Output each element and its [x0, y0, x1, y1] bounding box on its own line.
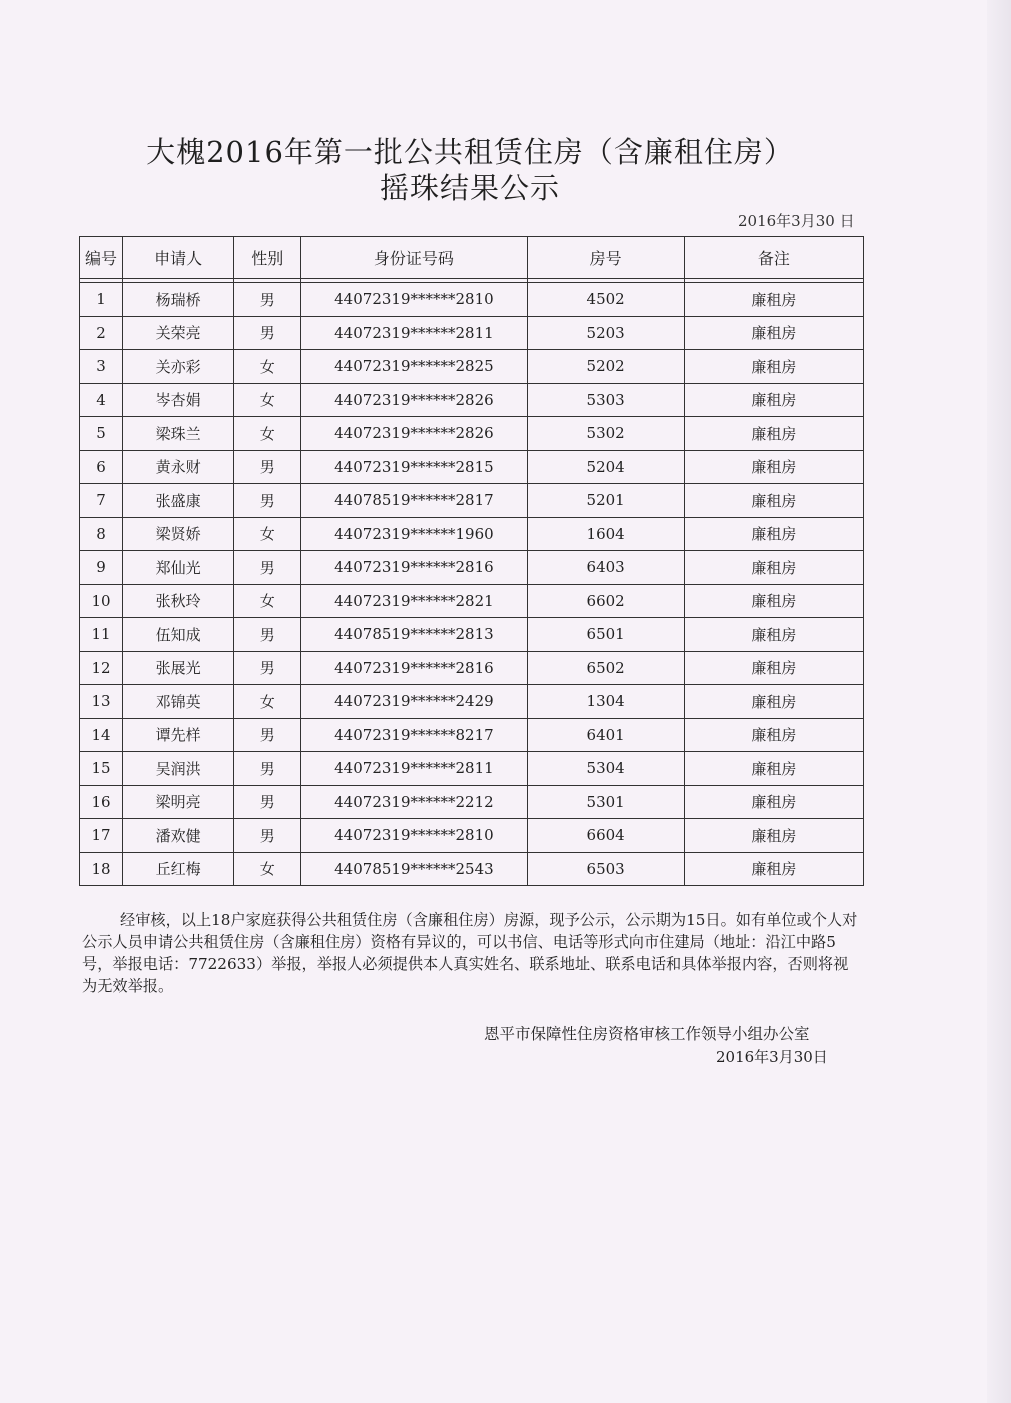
table-row	[80, 785, 864, 819]
cell-room-number: 6604	[527, 819, 684, 853]
cell-gender: 男	[234, 819, 301, 853]
issuing-office: 恩平市保障性住房资格审核工作领导小组办公室	[484, 1025, 810, 1043]
cell-id-number: 44072319******2816	[301, 551, 527, 585]
cell-room-number: 6503	[527, 852, 684, 886]
cell-number: 18	[80, 852, 123, 886]
cell-room-number: 6401	[527, 718, 684, 752]
cell-remarks: 廉租房	[684, 517, 863, 551]
cell-gender: 男	[234, 283, 301, 317]
cell-number: 11	[80, 618, 123, 652]
cell-gender: 男	[234, 785, 301, 819]
cell-room-number: 5303	[527, 383, 684, 417]
cell-remarks: 廉租房	[684, 283, 863, 317]
document-subtitle: 摇珠结果公示	[379, 171, 560, 205]
cell-number: 1	[80, 283, 123, 317]
cell-remarks: 廉租房	[684, 484, 863, 518]
cell-gender: 女	[234, 584, 301, 618]
cell-remarks: 廉租房	[684, 852, 863, 886]
cell-room-number: 1304	[527, 685, 684, 719]
cell-id-number: 44078519******2817	[301, 484, 527, 518]
cell-id-number: 44072319******2821	[301, 584, 527, 618]
cell-applicant: 关荣亮	[123, 316, 234, 350]
cell-number: 3	[80, 350, 123, 384]
cell-remarks: 廉租房	[684, 350, 863, 384]
cell-room-number: 6502	[527, 651, 684, 685]
cell-remarks: 廉租房	[684, 685, 863, 719]
table-row	[80, 517, 864, 551]
cell-room-number: 5202	[527, 350, 684, 384]
page-edge-shadow	[987, 0, 1011, 1403]
cell-number: 4	[80, 383, 123, 417]
results-table	[79, 236, 864, 886]
table-header-row	[80, 237, 864, 279]
cell-room-number: 1604	[527, 517, 684, 551]
table-row	[80, 417, 864, 451]
cell-applicant: 张展光	[123, 651, 234, 685]
cell-applicant: 潘欢健	[123, 819, 234, 853]
cell-id-number: 44072319******2826	[301, 417, 527, 451]
cell-id-number: 44078519******2813	[301, 618, 527, 652]
signature-date: 2016年3月30日	[716, 1048, 828, 1066]
header-applicant: 申请人	[123, 237, 234, 279]
cell-gender: 男	[234, 752, 301, 786]
cell-id-number: 44072319******2212	[301, 785, 527, 819]
cell-remarks: 廉租房	[684, 752, 863, 786]
cell-remarks: 廉租房	[684, 316, 863, 350]
cell-gender: 女	[234, 685, 301, 719]
cell-number: 12	[80, 651, 123, 685]
cell-gender: 男	[234, 551, 301, 585]
cell-number: 9	[80, 551, 123, 585]
cell-gender: 女	[234, 852, 301, 886]
table-row	[80, 584, 864, 618]
cell-remarks: 廉租房	[684, 551, 863, 585]
cell-room-number: 5304	[527, 752, 684, 786]
cell-applicant: 张秋玲	[123, 584, 234, 618]
cell-applicant: 谭先样	[123, 718, 234, 752]
table-row	[80, 316, 864, 350]
cell-id-number: 44072319******2815	[301, 450, 527, 484]
cell-id-number: 44072319******2811	[301, 752, 527, 786]
table-row	[80, 752, 864, 786]
cell-number: 8	[80, 517, 123, 551]
cell-applicant: 邓锦英	[123, 685, 234, 719]
cell-id-number: 44072319******2825	[301, 350, 527, 384]
header-gender: 性别	[234, 237, 301, 279]
publication-date: 2016年3月30 日	[738, 212, 855, 230]
cell-applicant: 梁明亮	[123, 785, 234, 819]
cell-gender: 女	[234, 350, 301, 384]
cell-remarks: 廉租房	[684, 383, 863, 417]
table-row	[80, 685, 864, 719]
cell-number: 14	[80, 718, 123, 752]
table-row	[80, 551, 864, 585]
cell-room-number: 4502	[527, 283, 684, 317]
cell-id-number: 44072319******2826	[301, 383, 527, 417]
cell-number: 2	[80, 316, 123, 350]
cell-gender: 男	[234, 651, 301, 685]
table-row	[80, 651, 864, 685]
table-row	[80, 718, 864, 752]
cell-remarks: 廉租房	[684, 584, 863, 618]
cell-room-number: 5201	[527, 484, 684, 518]
cell-remarks: 廉租房	[684, 651, 863, 685]
cell-gender: 男	[234, 450, 301, 484]
cell-id-number: 44078519******2543	[301, 852, 527, 886]
table-row	[80, 450, 864, 484]
cell-applicant: 梁贤娇	[123, 517, 234, 551]
cell-number: 10	[80, 584, 123, 618]
cell-gender: 女	[234, 517, 301, 551]
cell-room-number: 5302	[527, 417, 684, 451]
cell-remarks: 廉租房	[684, 819, 863, 853]
cell-applicant: 吴润洪	[123, 752, 234, 786]
table-row	[80, 383, 864, 417]
cell-number: 6	[80, 450, 123, 484]
cell-id-number: 44072319******2810	[301, 283, 527, 317]
notice-paragraph: 经审核，以上18户家庭获得公共租赁住房（含廉租住房）房源，现予公示，公示期为15日。如有单位或个人对公示人员申请公共租赁住房（含廉租住房）资格有异议的，可以书信、电话等形式向市住建局（地址：沿江中路5号，举报电话：7722633）举报，举报人必须提供本人真实姓名、联系地址、联系电话和具体举报内容，否则将视为无效举报。	[82, 911, 858, 995]
cell-remarks: 廉租房	[684, 450, 863, 484]
cell-applicant: 郑仙光	[123, 551, 234, 585]
cell-number: 5	[80, 417, 123, 451]
cell-applicant: 梁珠兰	[123, 417, 234, 451]
cell-number: 7	[80, 484, 123, 518]
cell-room-number: 6501	[527, 618, 684, 652]
cell-remarks: 廉租房	[684, 785, 863, 819]
header-remarks: 备注	[684, 237, 863, 279]
cell-applicant: 丘红梅	[123, 852, 234, 886]
cell-gender: 男	[234, 484, 301, 518]
cell-room-number: 5301	[527, 785, 684, 819]
header-id-number: 身份证号码	[301, 237, 527, 279]
cell-room-number: 5203	[527, 316, 684, 350]
table-row	[80, 618, 864, 652]
cell-applicant: 伍知成	[123, 618, 234, 652]
cell-gender: 男	[234, 618, 301, 652]
cell-id-number: 44072319******1960	[301, 517, 527, 551]
cell-id-number: 44072319******2429	[301, 685, 527, 719]
table-row	[80, 350, 864, 384]
cell-gender: 女	[234, 383, 301, 417]
cell-remarks: 廉租房	[684, 718, 863, 752]
cell-room-number: 5204	[527, 450, 684, 484]
cell-gender: 男	[234, 316, 301, 350]
cell-id-number: 44072319******8217	[301, 718, 527, 752]
cell-applicant: 岑杏娟	[123, 383, 234, 417]
cell-room-number: 6403	[527, 551, 684, 585]
header-room-number: 房号	[527, 237, 684, 279]
cell-remarks: 廉租房	[684, 618, 863, 652]
cell-gender: 男	[234, 718, 301, 752]
cell-applicant: 关亦彩	[123, 350, 234, 384]
cell-number: 17	[80, 819, 123, 853]
cell-id-number: 44072319******2811	[301, 316, 527, 350]
cell-room-number: 6602	[527, 584, 684, 618]
table-row	[80, 819, 864, 853]
table-row	[80, 484, 864, 518]
cell-applicant: 黄永财	[123, 450, 234, 484]
table-row	[80, 852, 864, 886]
cell-applicant: 张盛康	[123, 484, 234, 518]
table-row	[80, 283, 864, 317]
cell-number: 13	[80, 685, 123, 719]
header-number: 编号	[80, 237, 123, 279]
cell-gender: 女	[234, 417, 301, 451]
cell-remarks: 廉租房	[684, 417, 863, 451]
cell-id-number: 44072319******2810	[301, 819, 527, 853]
document-title: 大槐2016年第一批公共租赁住房（含廉租住房）	[146, 135, 794, 169]
cell-id-number: 44072319******2816	[301, 651, 527, 685]
cell-applicant: 杨瑞桥	[123, 283, 234, 317]
cell-number: 15	[80, 752, 123, 786]
cell-number: 16	[80, 785, 123, 819]
